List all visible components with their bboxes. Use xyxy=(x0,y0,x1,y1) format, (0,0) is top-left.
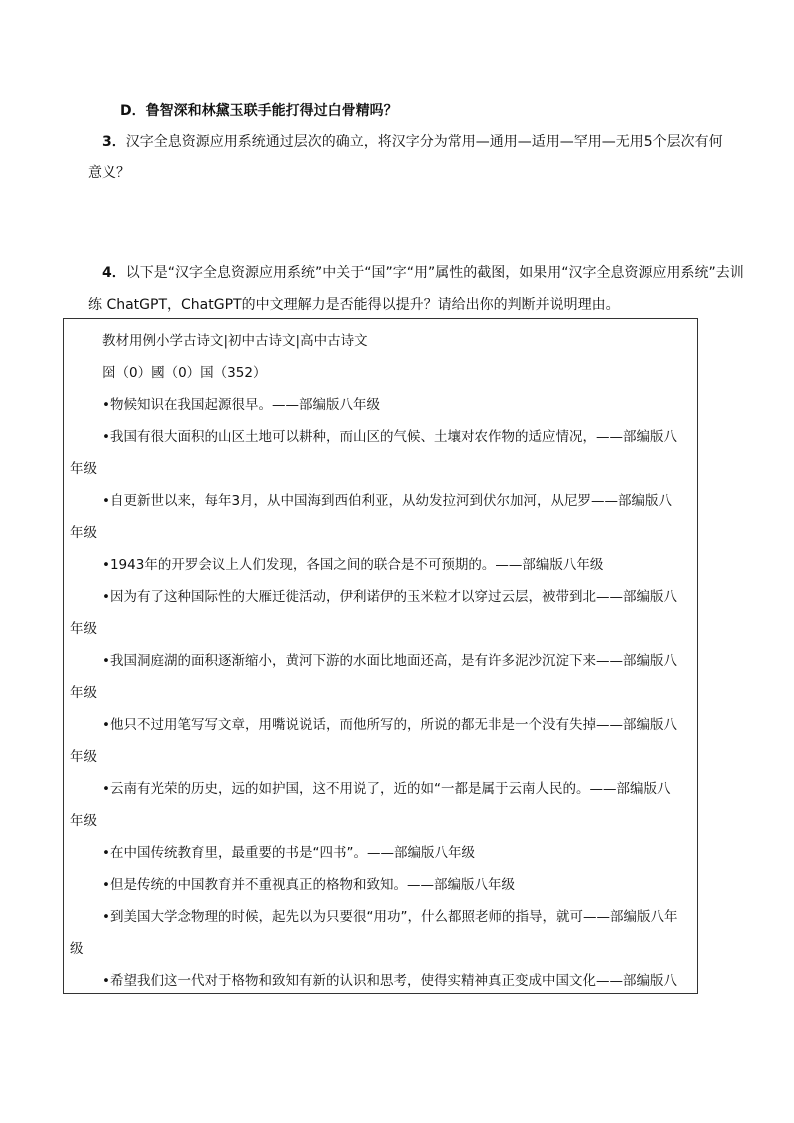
question-4-line-1 xyxy=(102,264,744,282)
example-line: •但是传统的中国教育并不重视真正的格物和致知。——部编版八年级 xyxy=(102,877,515,893)
example-line: •希望我们这一代对于格物和致知有新的认识和思考，使得实精神真正变成中国文化——部编版八 xyxy=(102,973,677,989)
example-line-cont: 年级 xyxy=(70,813,97,829)
example-line: •在中国传统教育里，最重要的书是“四书”。——部编版八年级 xyxy=(102,845,475,861)
question-3-text: 汉字全息资源应用系统通过层次的确立，将汉字分为常用—通用—适用—罕用—无用5个层次有何 xyxy=(125,134,723,150)
example-line-cont: 年级 xyxy=(70,621,97,637)
box-char-counts: 囶（0）國（0）国（352） xyxy=(102,365,267,381)
example-line: •物候知识在我国起源很早。——部编版八年级 xyxy=(102,397,380,413)
question-4-number: 4． xyxy=(102,265,126,281)
example-line-cont: 年级 xyxy=(70,525,97,541)
question-4-text: 以下是“汉字全息资源应用系统”中关于“国”字“用”属性的截图，如果用“汉字全息资源应用系统”去训 xyxy=(125,265,744,281)
question-4-line-2: 练 ChatGPT，ChatGPT的中文理解力是否能得以提升？请给出你的判断并说明理由。 xyxy=(88,297,620,313)
example-line: •我国有很大面积的山区土地可以耕种，而山区的气候、土壤对农作物的适应情况，——部编版八 xyxy=(102,429,677,445)
example-line-cont: 级 xyxy=(70,941,84,957)
example-line: •到美国大学念物理的时候，起先以为只要很“用功”，什么都照老师的指导，就可——部编版八年 xyxy=(102,909,678,925)
example-line: •因为有了这种国际性的大雁迁徙活动，伊利诺伊的玉米粒才以穿过云层，被带到北——部编版八 xyxy=(102,589,677,605)
question-3-line-2: 意义？ xyxy=(88,165,130,181)
example-line: •1943年的开罗会议上人们发现，各国之间的联合是不可预期的。——部编版八年级 xyxy=(102,557,604,573)
example-line: •云南有光荣的历史，远的如护国，这不用说了，近的如“一都是属于云南人民的。——部编版八 xyxy=(102,781,671,797)
example-line-cont: 年级 xyxy=(70,461,97,477)
example-line: •他只不过用笔写写文章，用嘴说说话，而他所写的，所说的都无非是一个没有失掉——部编版八 xyxy=(102,717,677,733)
example-line-cont: 年级 xyxy=(70,749,97,765)
question-3-line-1 xyxy=(102,133,723,151)
example-line: •我国洞庭湖的面积逐渐缩小，黄河下游的水面比地面还高，是有许多泥沙沉淀下来——部编版八 xyxy=(102,653,677,669)
example-line: •自更新世以来，每年3月，从中国海到西伯利亚，从幼发拉河到伏尔加河，从尼罗——部编版八 xyxy=(102,493,673,509)
screenshot-box xyxy=(63,318,698,994)
option-d: D．鲁智深和林黛玉联手能打得过白骨精吗？ xyxy=(120,103,398,119)
box-header-tabs: 教材用例小学古诗文|初中古诗文|高中古诗文 xyxy=(102,333,368,349)
example-line-cont: 年级 xyxy=(70,685,97,701)
question-3-number: 3． xyxy=(102,134,126,150)
